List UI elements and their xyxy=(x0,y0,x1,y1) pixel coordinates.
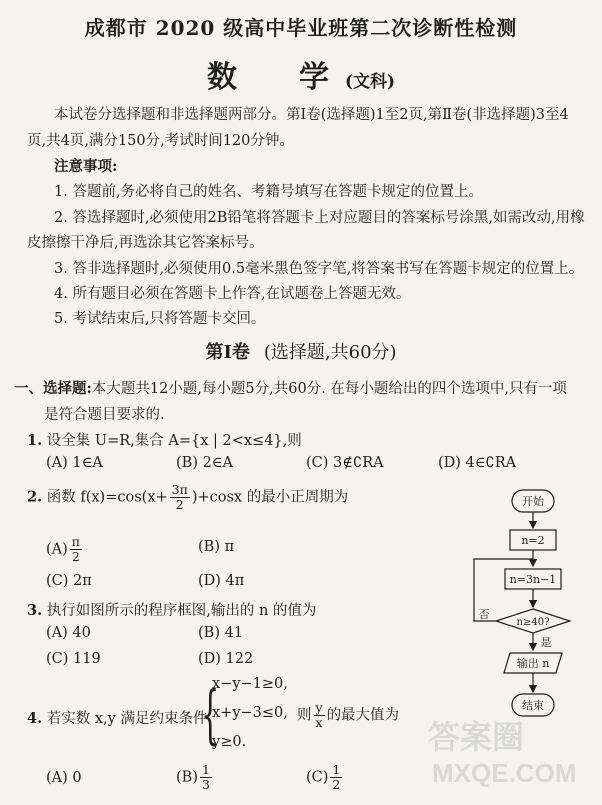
q4-option-b-fraction xyxy=(200,763,212,792)
q4-option-b-num: 1 xyxy=(201,762,210,777)
question-4-lead xyxy=(27,707,207,728)
question-4-number: 4. xyxy=(27,710,43,727)
q2-option-a-den: 2 xyxy=(71,549,80,564)
choice-instructions-cont: 是符合题目要求的. xyxy=(44,407,165,423)
question-4-stem-rest xyxy=(297,701,399,730)
section-heading xyxy=(0,338,602,364)
flowchart-end-label: 结束 xyxy=(522,699,544,712)
flowchart-start-label: 开始 xyxy=(522,495,544,508)
q1-option-d: (D) 4∈∁RA xyxy=(438,455,517,471)
intro-line-1: 本试卷分选择题和非选择题两部分。第Ⅰ卷(选择题)1至2页,第Ⅱ卷(非选择题)3至4 xyxy=(54,107,569,123)
q4-option-a: (A) 0 xyxy=(46,770,82,786)
flowchart-yes-label: 是 xyxy=(540,636,552,649)
notice-item-2: 2. 答选择题时,必须使用2B铅笔将答题卡上对应题目的答案标号涂黑,如需改动,用橡 xyxy=(54,210,585,226)
subject-heading xyxy=(0,52,602,96)
question-4-stem-pre: 若实数 x,y 满足约束条件 xyxy=(46,711,208,727)
question-3-stem: 执行如图所示的程序框图,输出的 n 的值为 xyxy=(46,603,317,619)
subject-name: 数 学 xyxy=(206,60,345,95)
q1-option-a: (A) 1∈A xyxy=(46,455,103,471)
q2-option-a-num: π xyxy=(71,534,81,549)
q3-option-a: (A) 40 xyxy=(46,625,91,641)
q4-option-c-fraction xyxy=(330,763,342,792)
notice-item-2-cont: 皮擦擦干净后,再选涂其它答案标号。 xyxy=(27,235,264,251)
question-1-stem: 设全集 U=R,集合 A={x | 2<x≤4},则 xyxy=(46,433,302,449)
flowchart-output-label: 输出 n xyxy=(516,657,550,670)
q4-option-c-num: 1 xyxy=(332,762,341,777)
section-subtitle: (选择题,共60分) xyxy=(263,342,397,363)
question-2-fraction-den: 2 xyxy=(175,497,184,512)
question-1 xyxy=(27,429,302,450)
q2-option-a-label: (A) xyxy=(46,541,68,558)
question-2-fraction xyxy=(170,483,190,512)
flowchart-condition-label: n≥40? xyxy=(516,617,550,628)
question-2-fraction-num: 3π xyxy=(171,482,188,497)
question-4-fraction xyxy=(314,701,325,730)
q1-option-c: (C) 3∉∁RA xyxy=(306,455,384,471)
q2-option-a xyxy=(46,535,84,564)
q1-option-b: (B) 2∈A xyxy=(176,455,234,471)
intro-line-2: 页,共4页,满分150分,考试时间120分钟。 xyxy=(27,133,294,149)
question-4-stem-mid: 则 xyxy=(297,707,312,724)
question-4-stem-post: 的最大值为 xyxy=(326,707,400,724)
section-title: 第Ⅰ卷 xyxy=(205,342,250,363)
q2-option-d: (D) 4π xyxy=(198,573,245,589)
notice-item-5: 5. 考试结束后,只将答题卡交回。 xyxy=(54,311,266,327)
watermark-logo: 答案圈 xyxy=(428,719,525,755)
flowchart-init-label: n=2 xyxy=(521,534,545,547)
constraint-brace: { xyxy=(201,678,220,752)
q4-option-b xyxy=(176,763,214,792)
constraint-1: x−y−1≥0, xyxy=(212,676,288,692)
q4-option-b-den: 3 xyxy=(201,777,210,792)
exam-title: 成都市 2020 级高中毕业班第二次诊断性检测 xyxy=(84,16,518,40)
q3-option-b: (B) 41 xyxy=(198,625,244,641)
q2-option-b: (B) π xyxy=(198,539,235,555)
notice-item-1: 1. 答题前,务必将自己的姓名、考籍号填写在答题卡规定的位置上。 xyxy=(54,184,484,200)
watermark-site: MXQE.COM xyxy=(432,758,577,788)
question-2 xyxy=(27,483,348,512)
question-3-number: 3. xyxy=(27,602,43,619)
constraint-3: y≥0. xyxy=(212,734,247,750)
question-2-stem-pre: 函数 f(x)=cos(x+ xyxy=(46,489,168,506)
question-3 xyxy=(27,599,316,620)
choice-instructions xyxy=(14,377,567,398)
q3-option-d: (D) 122 xyxy=(198,651,254,667)
q2-option-a-fraction xyxy=(70,535,82,564)
subject-note: (文科) xyxy=(344,72,396,92)
question-2-stem-post: )+cosx 的最小正周期为 xyxy=(191,489,349,506)
question-1-number: 1. xyxy=(27,432,43,449)
q3-option-c: (C) 119 xyxy=(46,651,101,667)
q4-option-b-label: (B) xyxy=(176,769,198,786)
notice-item-3: 3. 答非选择题时,必须使用0.5毫米黑色签字笔,将答案书写在答题卡规定的位置上。 xyxy=(54,261,584,277)
constraint-2: x+y−3≤0, xyxy=(212,705,288,721)
flowchart-update-label: n=3n−1 xyxy=(509,573,557,586)
question-4-fraction-den: x xyxy=(315,715,323,730)
question-2-number: 2. xyxy=(27,488,43,506)
notice-item-4: 4. 所有题目必须在答题卡上作答,在试题卷上答题无效。 xyxy=(54,286,411,302)
question-4-fraction-num: y xyxy=(315,700,323,715)
q4-option-c-label: (C) xyxy=(306,769,329,786)
choice-instructions-text: 本大题共12小题,每小题5分,共60分. 在每小题给出的四个选项中,只有一项 xyxy=(91,381,568,397)
program-flowchart xyxy=(460,480,602,740)
choice-instructions-label: 一、选择题: xyxy=(14,380,92,397)
q4-option-c xyxy=(306,763,344,792)
notice-heading: 注意事项: xyxy=(54,158,118,175)
flowchart-no-label: 否 xyxy=(478,608,490,621)
q4-option-c-den: 2 xyxy=(332,777,341,792)
q2-option-c: (C) 2π xyxy=(46,573,92,589)
